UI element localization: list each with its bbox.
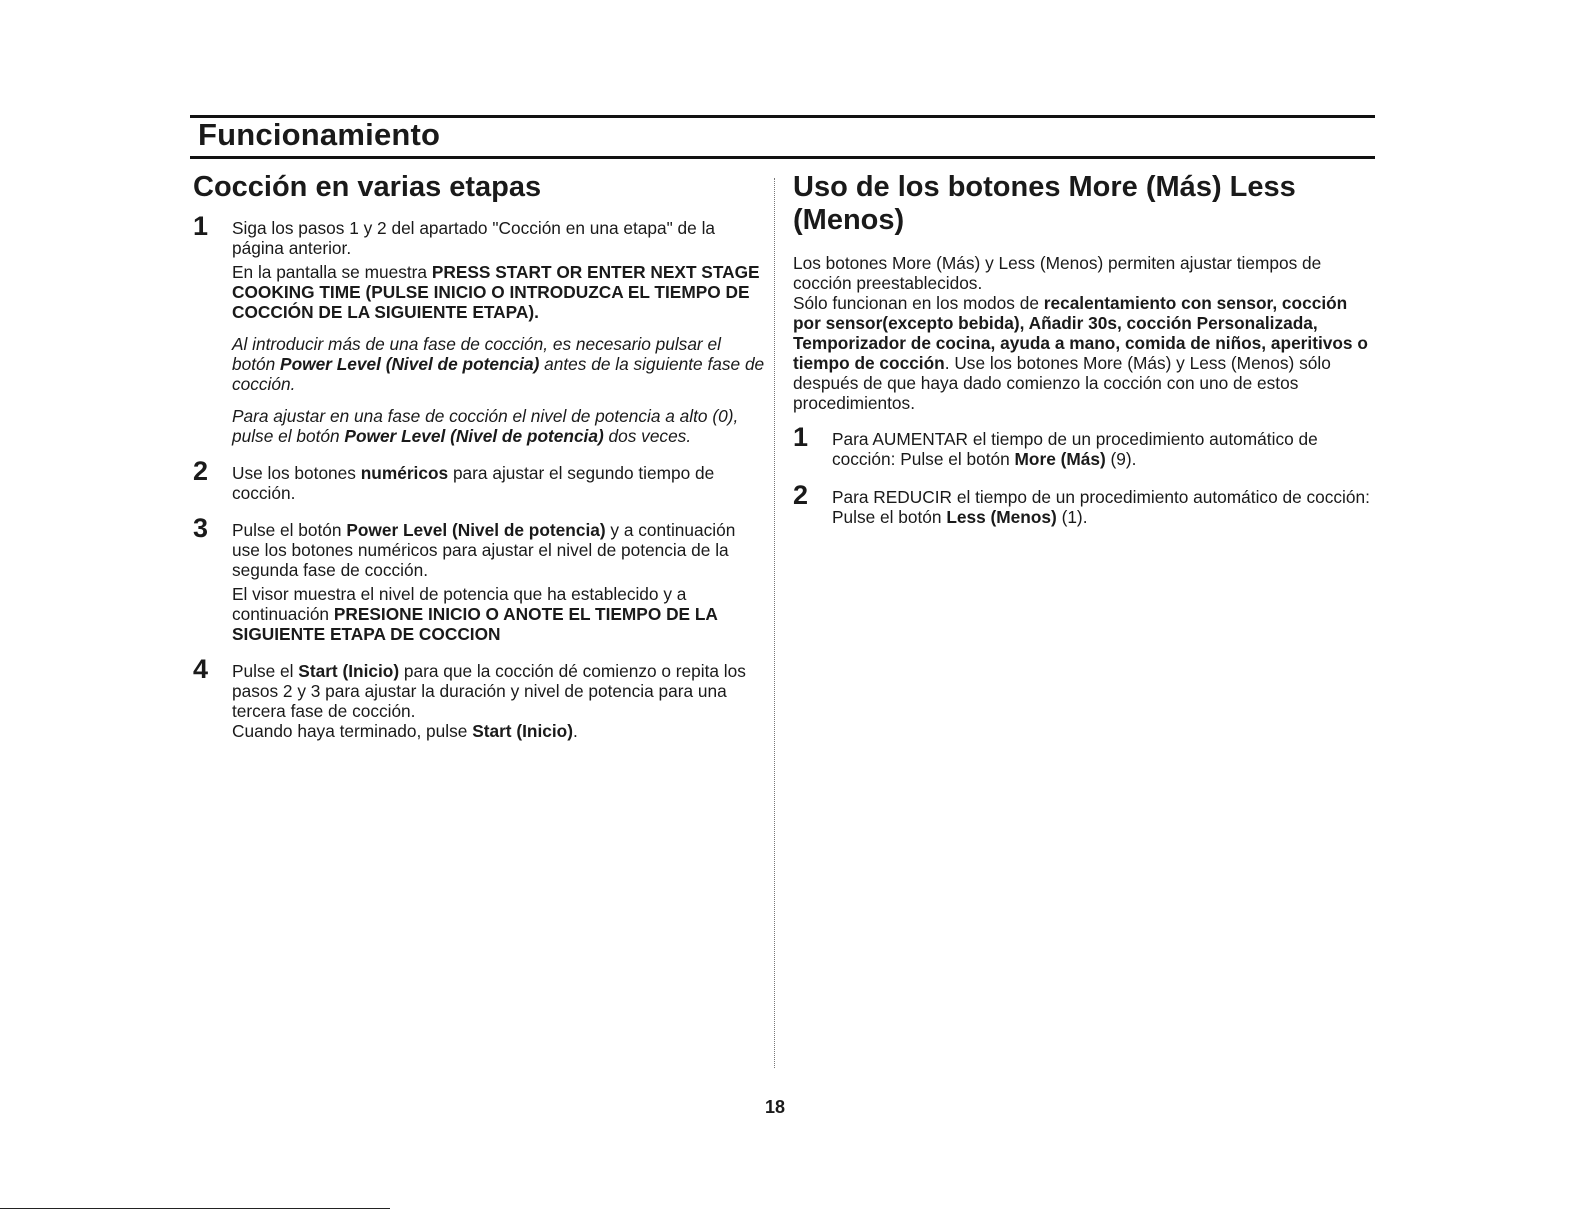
left-step-4 (193, 654, 765, 741)
left-heading: Cocción en varias etapas (193, 171, 542, 203)
footer-rule (0, 1208, 390, 1209)
step-note: Para ajustar en una fase de cocción el nivel de potencia a alto (0), pulse el botón Power Level (Nivel de potencia) dos veces. (232, 406, 739, 446)
step-text: Pulse el botón Power Level (Nivel de potencia) y a continuación use los botones numéricos para ajustar el nivel de potencia de la segunda fase de cocción. (232, 520, 736, 580)
right-step-1 (793, 422, 1373, 469)
right-column (793, 168, 1373, 545)
right-heading: Uso de los botones More (Más) Less (Menos) (793, 171, 1296, 236)
step-number: 4 (193, 654, 209, 684)
left-column (193, 168, 765, 758)
page-number: 18 (764, 1097, 786, 1117)
column-divider (774, 178, 775, 1068)
header-bottom-rule (190, 156, 1375, 159)
step-number: 2 (793, 480, 809, 510)
step-text: Cuando haya terminado, pulse Start (Inicio). (232, 721, 578, 741)
step-number: 3 (193, 513, 209, 543)
step-number: 1 (193, 211, 209, 241)
step-text: Para REDUCIR el tiempo de un procedimiento automático de cocción: Pulse el botón Less (Menos) (1). (832, 487, 1370, 527)
step-number: 1 (793, 422, 809, 452)
intro-text: Los botones More (Más) y Less (Menos) permiten ajustar tiempos de cocción preestablecidos. (793, 253, 1322, 293)
step-text: Use los botones numéricos para ajustar el segundo tiempo de cocción. (232, 463, 715, 503)
left-step-2 (193, 456, 765, 503)
step-note: Al introducir más de una fase de cocción, es necesario pulsar el botón Power Level (Nivel de potencia) antes de la siguiente fase de cocción. (232, 334, 765, 394)
right-step-2 (793, 480, 1373, 527)
step-text: Siga los pasos 1 y 2 del apartado "Cocción en una etapa" de la página anterior. (232, 218, 716, 258)
step-text: El visor muestra el nivel de potencia que ha establecido y a continuación PRESIONE INICIO O ANOTE EL TIEMPO DE LA SIGUIENTE ETAPA DE COCCION (232, 584, 718, 644)
step-text: Para AUMENTAR el tiempo de un procedimiento automático de cocción: Pulse el botón More (Más) (9). (832, 429, 1318, 469)
step-number: 2 (193, 456, 209, 486)
step-text: En la pantalla se muestra PRESS START OR ENTER NEXT STAGE COOKING TIME (PULSE INICIO O INTRODUZCA EL TIEMPO DE COCCIÓN DE LA SIGUIENTE ETAPA). (232, 262, 760, 322)
right-intro (793, 253, 1373, 413)
intro-text: Sólo funcionan en los modos de recalentamiento con sensor, cocción por sensor(excepto bebida), Añadir 30s, cocción Personalizada, Temporizador de cocina, ayuda a mano, comida de niños, aperitivos o tiempo de cocción. Use los botones More (Más) y Less (Menos) sólo después de que haya dado comienzo la cocción con uno de estos procedimientos. (793, 293, 1368, 413)
left-step-1 (193, 211, 765, 446)
left-step-3 (193, 513, 765, 644)
section-title: Funcionamiento (198, 117, 441, 152)
step-text: Pulse el Start (Inicio) para que la cocción dé comienzo o repita los pasos 2 y 3 para ajustar la duración y nivel de potencia para una tercera fase de cocción. (232, 661, 746, 721)
